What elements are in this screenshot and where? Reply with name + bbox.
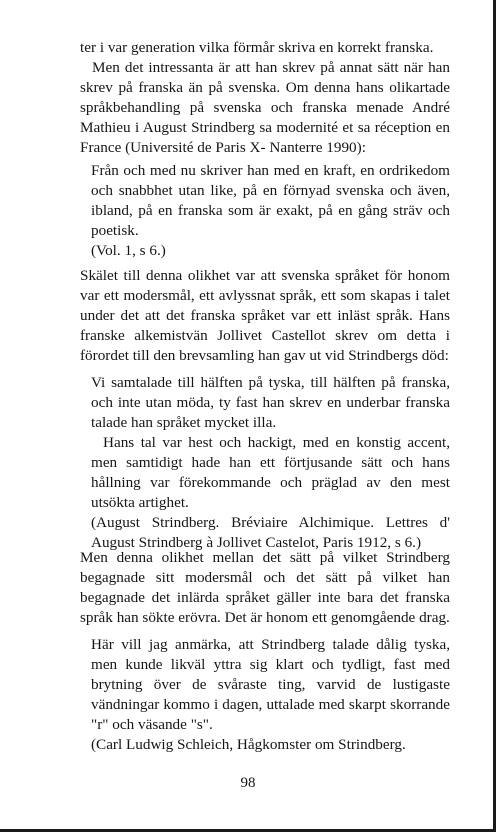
body-text-middle bbox=[80, 266, 450, 366]
block-quote-2 bbox=[91, 373, 450, 553]
quote-1-citation: (Vol. 1, s 6.) bbox=[91, 242, 166, 259]
quote-1-text: Från och med nu skriver han med en kraft, en ordrikedom och snabbhet utan like, på en förnyad svenska och även, ibland, på en franska som är exakt, på en gång sträv och poetisk. bbox=[91, 162, 450, 239]
body-text-top bbox=[80, 38, 450, 158]
quote-3-text: Här vill jag anmärka, att Strindberg talade dålig tyska, men kunde likväl yttra sig klart och tydligt, fast med brytning över de svåraste ting, varvid de lustigaste vändningar kommo i dagen, uttalade med skarpt skorrande "r" och väsande "s". bbox=[91, 636, 450, 733]
paragraph-2: Skälet till denna olikhet var att svenska språket för honom var ett modersmål, ett avlyssnat språk, ett som skapas i talet under det att det franska språket var ett inläst språk. Hans franske alkemistvän Jollivet Castellot skrev om detta i förordet till den brevsamling han gav ut vid Strindbergs död: bbox=[80, 267, 450, 364]
quote-2-text-2: Hans tal var hest och hackigt, med en konstig accent, men samtidigt hade han ett förtjusande sätt och hans hållning var förekommande och präglad av den mest utsökta artighet. bbox=[91, 434, 450, 511]
page-number: 98 bbox=[240, 775, 256, 791]
quote-2-citation: (August Strindberg. Bréviaire Alchimique. Lettres d' August Strindberg à Jollivet Castelot, Paris 1912, s 6.) bbox=[91, 514, 450, 551]
paragraph-continued: ter i var generation vilka förmår skriva en korrekt franska. bbox=[80, 39, 434, 56]
body-text-lower bbox=[80, 548, 450, 628]
quote-3-citation: (Carl Ludwig Schleich, Hågkomster om Strindberg. bbox=[91, 736, 406, 753]
paragraph-1: Men det intressanta är att han skrev på annat sätt när han skrev på franska än på svenska. Om denna hans olikartade språkbehandling på svenska och franska menade André Mathieu i August Strindberg sa modernité et sa réception en France (Université de Paris X- Nanterre 1990): bbox=[80, 59, 450, 156]
block-quote-3 bbox=[91, 635, 450, 755]
paragraph-3: Men denna olikhet mellan det sätt på vilket Strindberg begagnade sitt modersmål och det sätt på vilket han begagnade det inlärda språket gäller inte bara det franska språk han sökte erövra. Det är honom ett genomgående drag. bbox=[80, 549, 450, 626]
block-quote-1 bbox=[91, 161, 450, 261]
quote-2-text-1: Vi samtalade till hälften på tyska, till hälften på franska, och inte utan möda, ty fast han skrev en underbar franska talade han språket mycket illa. bbox=[91, 374, 450, 431]
